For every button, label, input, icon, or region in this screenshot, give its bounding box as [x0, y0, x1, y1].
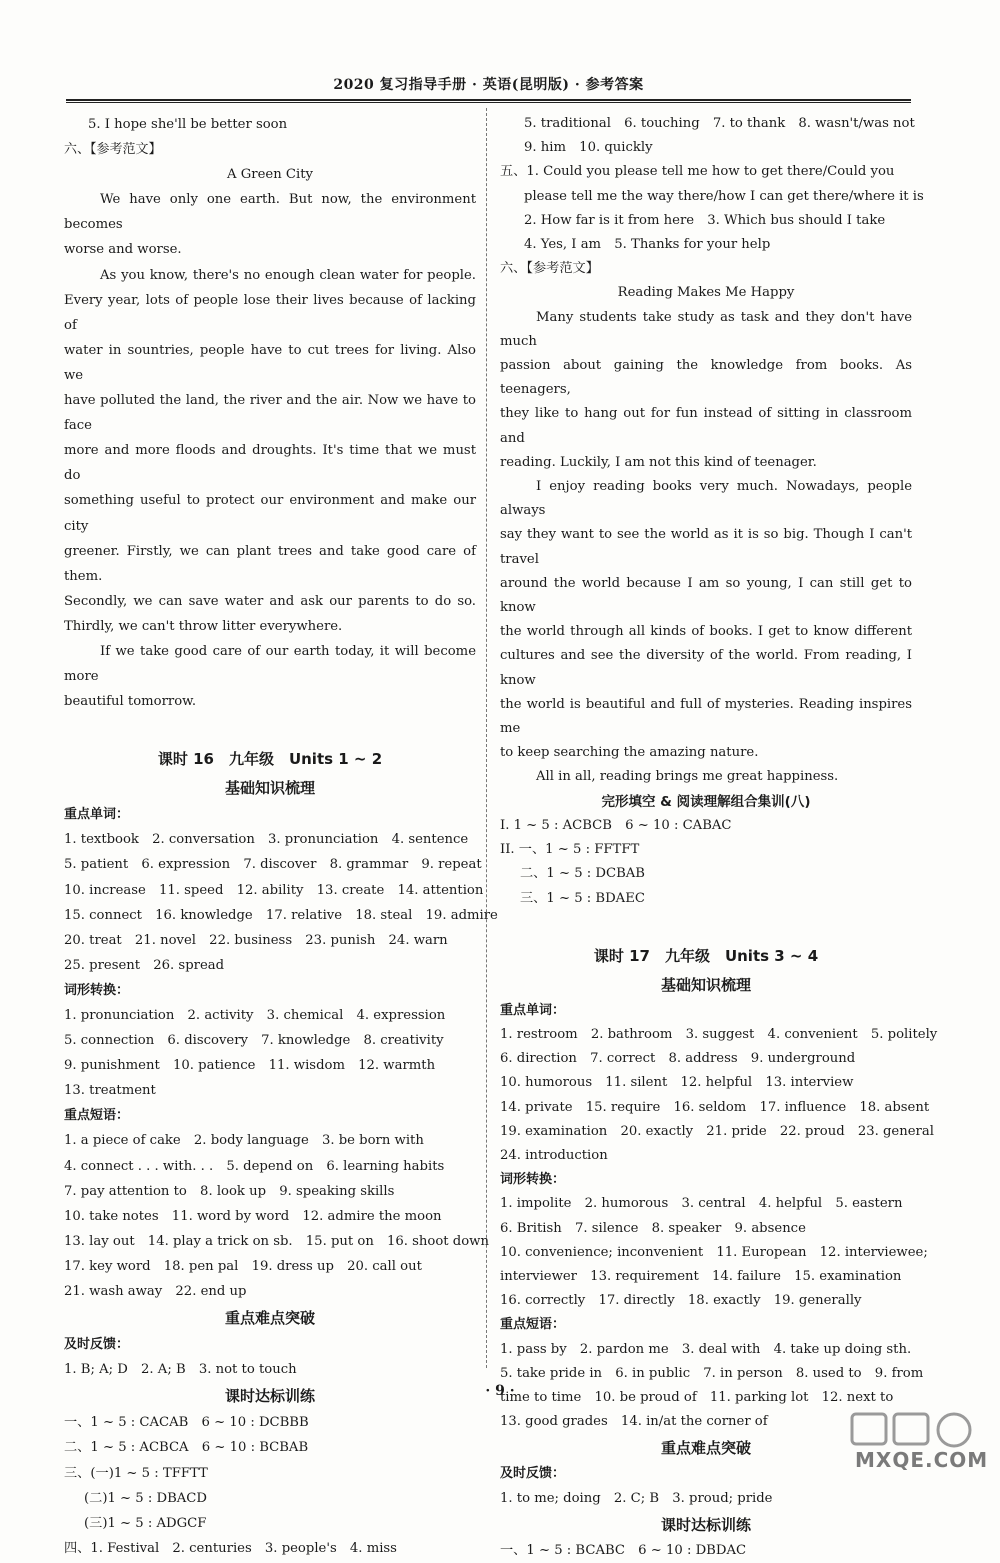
answer-line: please tell me the way there/how I can get there/where it is	[524, 188, 924, 204]
essay-line: cultures and see the diversity of the world. From reading, I know	[500, 648, 912, 688]
answer-line: 1. pronunciation 2. activity 3. chemical 4. expression	[64, 1008, 446, 1023]
answer-line: 10. increase 11. speed 12. ability 13. create 14. attention	[64, 882, 484, 898]
answer-line: 二、1 ~ 5 : ACBCA 6 ~ 10 : BCBAB	[64, 1440, 309, 1456]
essay-line: the world is beautiful and full of mysteries. Reading inspires me	[500, 696, 912, 737]
answer-line: 14. private 15. require 16. seldom 17. influence 18. absent	[500, 1099, 930, 1115]
section-label: 词形转换：	[500, 1172, 566, 1188]
answer-line: 16. correctly 17. directly 18. exactly 19. generally	[500, 1293, 862, 1309]
answer-line: 1. a piece of cake 2. body language 3. be born with	[64, 1133, 424, 1149]
answer-line: 10. convenience; inconvenient 11. European 12. interviewee;	[500, 1244, 928, 1260]
answer-line: 10. humorous 11. silent 12. helpful 13. interview	[500, 1075, 854, 1091]
section-label: 六、【参考范文】	[64, 142, 162, 158]
essay-line: water in sountries, people have to cut trees for living. Also we	[64, 342, 476, 383]
answer-line: 24. introduction	[500, 1147, 608, 1163]
essay-line: more and more floods and droughts. It's time that we must do	[64, 443, 476, 484]
section-label: 词形转换：	[64, 982, 130, 998]
subsection-heading: 完形填空 & 阅读理解组合集训(八)	[601, 793, 811, 810]
section-label: 重点单词：	[64, 807, 130, 823]
header-rule	[66, 99, 911, 103]
essay-line: around the world because I am so young, I can still get to know	[500, 575, 912, 616]
section-label: 重点单词：	[500, 1002, 566, 1018]
answer-line: 5. traditional 6. touching 7. to thank 8. wasn't/was not	[524, 116, 915, 131]
essay-line: As you know, there's no enough clean water for people.	[100, 267, 476, 283]
answer-line: 5. connection 6. discovery 7. knowledge 8. creativity	[64, 1033, 444, 1049]
essay-line: If we take good care of our earth today, it will become more	[64, 643, 476, 685]
answer-line: 1. B; A; D 2. A; B 3. not to touch	[64, 1362, 297, 1378]
answer-line: 三、1 ~ 5 : BDAEC	[520, 890, 645, 906]
answer-line: 15. connect 16. knowledge 17. relative 18. steal 19. admire	[64, 907, 498, 923]
answer-line: II. 一、1 ~ 5 : FFTFT	[500, 842, 640, 858]
answer-line: 19. examination 20. exactly 21. pride 22. proud 23. general	[500, 1123, 934, 1139]
answer-line: 一、1 ~ 5 : BCABC 6 ~ 10 : DBDAC	[500, 1542, 747, 1558]
section-label: 及时反馈：	[500, 1466, 566, 1482]
answer-line: 5. take pride in 6. in public 7. in person 8. used to 9. from	[500, 1365, 924, 1381]
subsection-heading: 课时达标训练	[660, 1515, 751, 1534]
section-label: 及时反馈：	[64, 1337, 130, 1353]
section-label: 重点短语：	[64, 1108, 130, 1124]
essay-line: reading. Luckily, I am not this kind of teenager.	[500, 454, 817, 470]
answer-line: 二、1 ~ 5 : DCBAB	[520, 866, 645, 882]
essay-line: greener. Firstly, we can plant trees and take good care of them.	[64, 543, 476, 584]
page-header: 2020 复习指导手册 · 英语(昆明版) · 参考答案	[333, 77, 644, 93]
watermark-text: MXQE.COM	[855, 1448, 989, 1472]
essay-line: Secondly, we can save water and ask our parents to do so.	[64, 593, 476, 609]
essay-line: they like to hang out for fun instead of sitting in classroom and	[500, 406, 912, 446]
essay-line: worse and worse.	[64, 242, 182, 258]
column-divider	[486, 108, 487, 1368]
answer-line: 9. him 10. quickly	[524, 140, 653, 156]
subsection-heading: 基础知识梳理	[660, 975, 751, 994]
section-label: 六、【参考范文】	[500, 261, 599, 277]
answer-line: interviewer 13. requirement 14. failure 15. examination	[500, 1268, 902, 1284]
essay-line: to keep searching the amazing nature.	[500, 745, 759, 761]
essay-line: say they want to see the world as it is so big. Though I can't travel	[500, 527, 912, 567]
answer-line: 25. present 26. spread	[64, 957, 225, 973]
subsection-heading: 重点难点突破	[224, 1309, 315, 1328]
essay-line: the world through all kinds of books. I get to know different	[500, 624, 912, 640]
answer-line: 17. key word 18. pen pal 19. dress up 20. call out	[64, 1258, 422, 1274]
answer-line: (二)1 ~ 5 : DBACD	[84, 1490, 207, 1506]
essay-title: A Green City	[227, 167, 313, 183]
essay-line: We have only one earth. But now, the environment becomes	[64, 192, 476, 233]
answer-line: 9. punishment 10. patience 11. wisdom 12. warmth	[64, 1058, 436, 1074]
essay-line: something useful to protect our environment and make our city	[64, 493, 476, 534]
answer-line: 5. patient 6. expression 7. discover 8. grammar 9. repeat	[64, 857, 482, 873]
essay-line: passion about gaining the knowledge from books. As teenagers,	[500, 358, 912, 398]
answer-line: 五、1. Could you please tell me how to get there/Could you	[500, 164, 895, 180]
answer-line: 一、1 ~ 5 : CACAB 6 ~ 10 : DCBBB	[64, 1415, 309, 1431]
left-column	[64, 112, 498, 1561]
answer-line: 4. Yes, I am 5. Thanks for your help	[524, 237, 771, 253]
answer-line: 6. British 7. silence 8. speaker 9. absence	[500, 1220, 806, 1236]
answer-line: 1. to me; doing 2. C; B 3. proud; pride	[500, 1490, 773, 1506]
answer-line: 四、1. Festival 2. centuries 3. people's 4. miss	[64, 1540, 397, 1556]
answer-line: 10. take notes 11. word by word 12. admire the moon	[64, 1208, 442, 1224]
essay-line: I enjoy reading books very much. Nowadays, people always	[500, 479, 912, 519]
answer-line: 1. textbook 2. conversation 3. pronunciation 4. sentence	[64, 832, 469, 848]
subsection-heading: 基础知识梳理	[224, 779, 315, 798]
section-label: 重点短语：	[500, 1317, 566, 1333]
page-number: · 9 ·	[485, 1383, 515, 1399]
essay-line: All in all, reading brings me great happiness.	[536, 769, 839, 785]
answer-line: 1. restroom 2. bathroom 3. suggest 4. convenient 5. politely	[500, 1026, 938, 1042]
answer-line: 1. pass by 2. pardon me 3. deal with 4. take up doing sth.	[500, 1341, 912, 1357]
answer-line: 13. good grades 14. in/at the corner of	[500, 1414, 768, 1430]
subsection-heading: 课时达标训练	[224, 1387, 315, 1406]
answer-line: 5. I hope she'll be better soon	[88, 117, 288, 132]
answer-line: 13. lay out 14. play a trick on sb. 15. put on 16. shoot down	[64, 1233, 489, 1249]
lesson-heading: 课时 17 九年级 Units 3 ~ 4	[593, 946, 819, 965]
answer-line: 三、(一)1 ~ 5 : TFFTT	[64, 1465, 208, 1481]
answer-line: 13. treatment	[64, 1083, 156, 1099]
answer-line: 6. direction 7. correct 8. address 9. underground	[500, 1051, 856, 1067]
answer-line: 7. pay attention to 8. look up 9. speaking skills	[64, 1183, 395, 1199]
essay-line: Many students take study as task and they don't have much	[500, 309, 912, 349]
answer-line: 21. wash away 22. end up	[64, 1284, 247, 1300]
answer-line: 2. How far is it from here 3. Which bus should I take	[524, 212, 886, 228]
essay-line: have polluted the land, the river and the air. Now we have to face	[64, 393, 476, 434]
answer-line: time to time 10. be proud of 11. parking lot 12. next to	[500, 1389, 894, 1405]
answer-line: 20. treat 21. novel 22. business 23. punish 24. warn	[64, 932, 448, 948]
answer-line: 4. connect . . . with. . . 5. depend on 6. learning habits	[64, 1158, 445, 1174]
answer-line: (三)1 ~ 5 : ADGCF	[84, 1515, 207, 1531]
answer-line: I. 1 ~ 5 : ACBCB 6 ~ 10 : CABAC	[500, 817, 732, 833]
essay-title: Reading Makes Me Happy	[617, 285, 795, 301]
essay-line: beautiful tomorrow.	[64, 694, 197, 710]
lesson-heading: 课时 16 九年级 Units 1 ~ 2	[157, 750, 383, 769]
subsection-heading: 重点难点突破	[660, 1439, 751, 1458]
essay-line: Thirdly, we can't throw litter everywhere.	[64, 618, 343, 634]
answer-line: 1. impolite 2. humorous 3. central 4. helpful 5. eastern	[500, 1196, 903, 1212]
essay-line: Every year, lots of people lose their lives because of lacking of	[64, 292, 476, 333]
